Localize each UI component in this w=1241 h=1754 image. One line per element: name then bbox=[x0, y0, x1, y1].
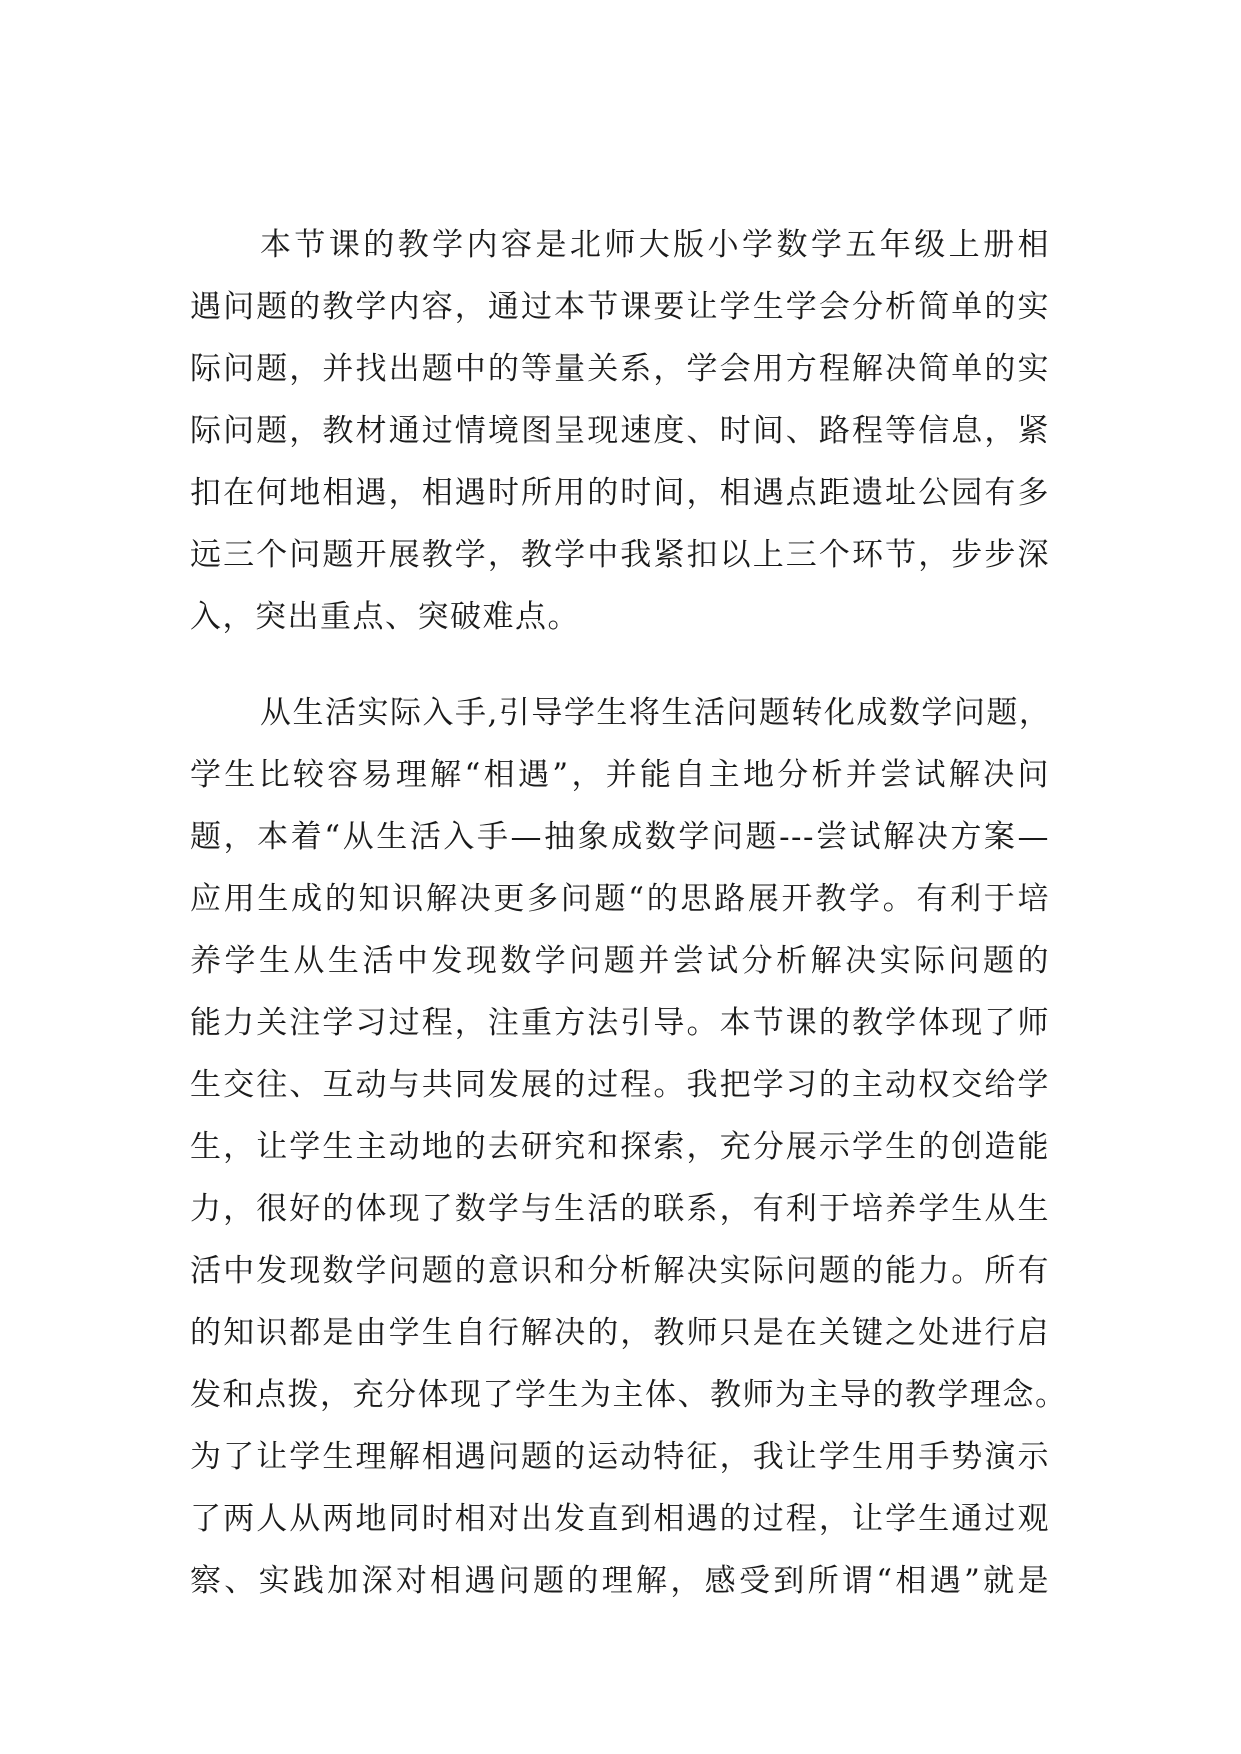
text-line: 际问题，教材通过情境图呈现速度、时间、路程等信息，紧 bbox=[190, 413, 1050, 449]
text-line: 生交往、互动与共同发展的过程。我把学习的主动权交给学 bbox=[190, 1067, 1050, 1103]
text-line: 题，本着“从生活入手—抽象成数学问题---尝试解决方案— bbox=[190, 819, 1050, 855]
text-line: 活中发现数学问题的意识和分析解决实际问题的能力。所有 bbox=[190, 1253, 1050, 1289]
text-line: 发和点拨，充分体现了学生为主体、教师为主导的教学理念。 bbox=[190, 1377, 1068, 1413]
text-line: 应用生成的知识解决更多问题“的思路展开教学。有利于培 bbox=[190, 881, 1050, 917]
text-line: 扣在何地相遇，相遇时所用的时间，相遇点距遗址公园有多 bbox=[190, 475, 1050, 511]
text-line: 远三个问题开展教学，教学中我紧扣以上三个环节，步步深 bbox=[190, 537, 1050, 573]
text-line: 遇问题的教学内容，通过本节课要让学生学会分析简单的实 bbox=[190, 289, 1050, 325]
text-line: 能力关注学习过程，注重方法引导。本节课的教学体现了师 bbox=[190, 1005, 1050, 1041]
paragraph-teaching-reflection bbox=[190, 682, 1068, 1612]
text-line: 入，突出重点、突破难点。 bbox=[190, 599, 580, 635]
paragraph-teaching-content bbox=[190, 214, 1050, 648]
text-line: 了两人从两地同时相对出发直到相遇的过程，让学生通过观 bbox=[190, 1501, 1050, 1537]
text-line: 学生比较容易理解“相遇”，并能自主地分析并尝试解决问 bbox=[190, 757, 1050, 793]
text-line: 为了让学生理解相遇问题的运动特征，我让学生用手势演示 bbox=[190, 1439, 1050, 1475]
text-line: 际问题，并找出题中的等量关系，学会用方程解决简单的实 bbox=[190, 351, 1050, 387]
text-line: 力，很好的体现了数学与生活的联系，有利于培养学生从生 bbox=[190, 1191, 1050, 1227]
text-line: 的知识都是由学生自行解决的，教师只是在关键之处进行启 bbox=[190, 1315, 1050, 1351]
text-line: 生，让学生主动地的去研究和探索，充分展示学生的创造能 bbox=[190, 1129, 1050, 1165]
text-line: 养学生从生活中发现数学问题并尝试分析解决实际问题的 bbox=[190, 943, 1050, 979]
text-line: 本节课的教学内容是北师大版小学数学五年级上册相 bbox=[260, 227, 1050, 263]
text-line: 察、实践加深对相遇问题的理解，感受到所谓“相遇”就是 bbox=[190, 1563, 1050, 1599]
text-line: 从生活实际入手,引导学生将生活问题转化成数学问题， bbox=[260, 695, 1052, 731]
